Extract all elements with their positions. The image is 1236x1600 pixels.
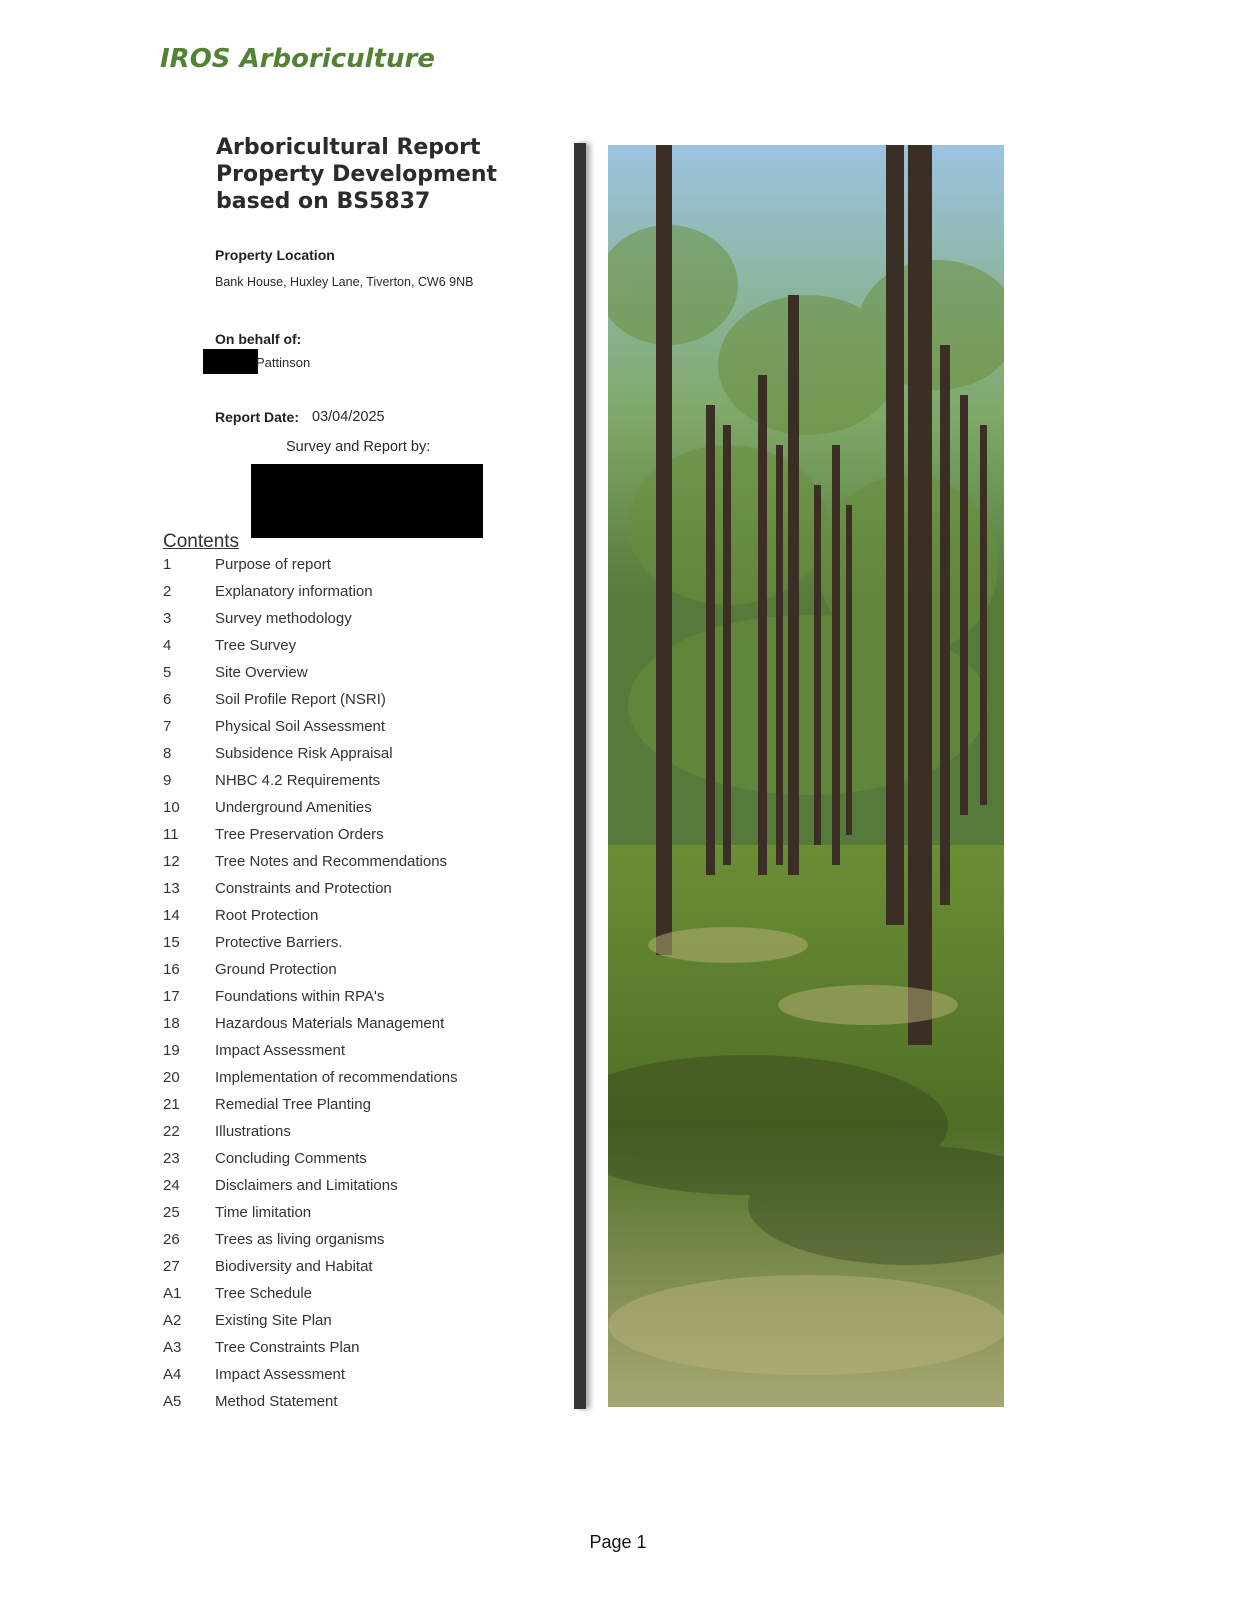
toc-item	[163, 826, 503, 853]
report-date-label: Report Date:	[215, 409, 300, 425]
toc-item-label: Site Overview	[215, 664, 308, 681]
toc-item-number: 16	[163, 961, 180, 978]
toc-item-number: 26	[163, 1231, 180, 1248]
toc-item-number: 24	[163, 1177, 180, 1194]
title-line-1: Arboricultural Report	[216, 135, 481, 160]
toc-item-label: Constraints and Protection	[215, 880, 392, 897]
toc-item-label: Existing Site Plan	[215, 1312, 332, 1329]
toc-item	[163, 1339, 503, 1366]
client-name: Pattinson	[256, 355, 311, 370]
toc-item-label: Impact Assessment	[215, 1042, 346, 1059]
toc-item	[163, 1393, 503, 1420]
page-number: Page 1	[589, 1532, 647, 1552]
toc-item	[163, 1096, 503, 1123]
toc-item-number: A2	[163, 1312, 182, 1329]
toc-item	[163, 637, 503, 664]
toc-item	[163, 961, 503, 988]
toc-item	[163, 1204, 503, 1231]
toc-item-label: Foundations within RPA's	[215, 988, 385, 1005]
toc-item-label: Illustrations	[215, 1123, 291, 1140]
redacted-surveyor-signature	[251, 464, 483, 538]
toc-item	[163, 664, 503, 691]
toc-item	[163, 988, 503, 1015]
toc-item-label: Concluding Comments	[215, 1150, 367, 1167]
toc-item-label: Soil Profile Report (NSRI)	[215, 691, 386, 708]
on-behalf-label: On behalf of:	[215, 331, 302, 347]
toc-item-number: 17	[163, 988, 180, 1005]
toc-item-label: Impact Assessment	[215, 1366, 346, 1383]
toc-item	[163, 1258, 503, 1285]
toc-item-label: Method Statement	[215, 1393, 338, 1410]
toc-item-number: 12	[163, 853, 180, 870]
toc-item-number: 6	[163, 691, 172, 708]
toc-item	[163, 1366, 503, 1393]
property-location-label: Property Location	[215, 247, 335, 263]
toc-item-number: A1	[163, 1285, 182, 1302]
toc-item-label: Ground Protection	[215, 961, 337, 978]
toc-item	[163, 1123, 503, 1150]
forest-illustration	[608, 145, 1004, 1407]
toc-item-number: 9	[163, 772, 172, 789]
toc-item-label: Tree Schedule	[215, 1285, 313, 1302]
toc-item	[163, 772, 503, 799]
toc-item-label: Survey methodology	[215, 610, 352, 627]
toc-item-number: 3	[163, 610, 172, 627]
toc-item-number: 1	[163, 556, 172, 573]
toc-item	[163, 1285, 503, 1312]
toc-item	[163, 1150, 503, 1177]
toc-item-number: 8	[163, 745, 172, 762]
toc-item	[163, 907, 503, 934]
toc-item-number: A4	[163, 1366, 182, 1383]
toc-item-label: Purpose of report	[215, 556, 331, 573]
toc-item-label: Disclaimers and Limitations	[215, 1177, 398, 1194]
toc-item-label: NHBC 4.2 Requirements	[215, 772, 381, 789]
toc-item-label: Tree Notes and Recommendations	[215, 853, 448, 870]
title-line-3: based on BS5837	[216, 189, 431, 214]
toc-item-label: Tree Preservation Orders	[215, 826, 384, 843]
report-title	[216, 134, 546, 215]
redacted-first-name	[203, 349, 258, 374]
toc-item	[163, 1231, 503, 1258]
vertical-divider	[574, 143, 586, 1409]
toc-item-number: 10	[163, 799, 180, 816]
toc-item	[163, 583, 503, 610]
toc-item-number: 25	[163, 1204, 180, 1221]
toc-item-label: Physical Soil Assessment	[215, 718, 386, 735]
toc-item-label: Subsidence Risk Appraisal	[215, 745, 393, 762]
toc-item-number: 20	[163, 1069, 180, 1086]
toc-item-number: 21	[163, 1096, 180, 1113]
toc-item-number: 13	[163, 880, 180, 897]
toc-item-number: A5	[163, 1393, 182, 1410]
toc-item-label: Biodiversity and Habitat	[215, 1258, 373, 1275]
toc-item-number: 22	[163, 1123, 180, 1140]
toc-item-number: 23	[163, 1150, 180, 1167]
toc-item-label: Time limitation	[215, 1204, 312, 1221]
toc-item	[163, 610, 503, 637]
toc-item-label: Trees as living organisms	[215, 1231, 385, 1248]
toc-item-label: Hazardous Materials Management	[215, 1015, 445, 1032]
toc-item	[163, 1042, 503, 1069]
toc-item	[163, 691, 503, 718]
surveyor-label: Survey and Report by:	[286, 439, 431, 455]
title-line-2: Property Development	[216, 162, 497, 187]
toc-item-number: 7	[163, 718, 172, 735]
toc-item	[163, 1312, 503, 1339]
toc-item-number: 19	[163, 1042, 180, 1059]
toc-item	[163, 880, 503, 907]
toc-item-label: Tree Constraints Plan	[215, 1339, 360, 1356]
report-date-value: 03/04/2025	[312, 409, 385, 425]
toc-item-number: 18	[163, 1015, 180, 1032]
table-of-contents	[163, 556, 503, 1420]
toc-item-number: A3	[163, 1339, 182, 1356]
property-location-value: Bank House, Huxley Lane, Tiverton, CW6 9NB	[215, 275, 474, 289]
toc-item-number: 5	[163, 664, 172, 681]
toc-item	[163, 745, 503, 772]
toc-item-label: Implementation of recommendations	[215, 1069, 458, 1086]
toc-item	[163, 1069, 503, 1096]
brand-logo-text: IROS Arboriculture	[160, 44, 435, 74]
toc-item	[163, 718, 503, 745]
toc-item	[163, 1177, 503, 1204]
toc-item	[163, 934, 503, 961]
toc-item-label: Underground Amenities	[215, 799, 372, 816]
toc-item-number: 2	[163, 583, 172, 600]
toc-item-number: 14	[163, 907, 180, 924]
toc-item	[163, 1015, 503, 1042]
toc-item-number: 27	[163, 1258, 180, 1275]
pine-forest-photo	[608, 145, 1004, 1407]
toc-item-number: 15	[163, 934, 180, 951]
toc-item	[163, 799, 503, 826]
toc-item-label: Explanatory information	[215, 583, 373, 600]
toc-item-label: Protective Barriers.	[215, 934, 343, 951]
toc-item-label: Root Protection	[215, 907, 319, 924]
toc-item-label: Tree Survey	[215, 637, 297, 654]
contents-heading: Contents	[163, 531, 240, 552]
toc-item-number: 11	[163, 826, 179, 843]
toc-item	[163, 853, 503, 880]
toc-item-number: 4	[163, 637, 172, 654]
toc-item-label: Remedial Tree Planting	[215, 1096, 371, 1113]
toc-item	[163, 556, 503, 583]
